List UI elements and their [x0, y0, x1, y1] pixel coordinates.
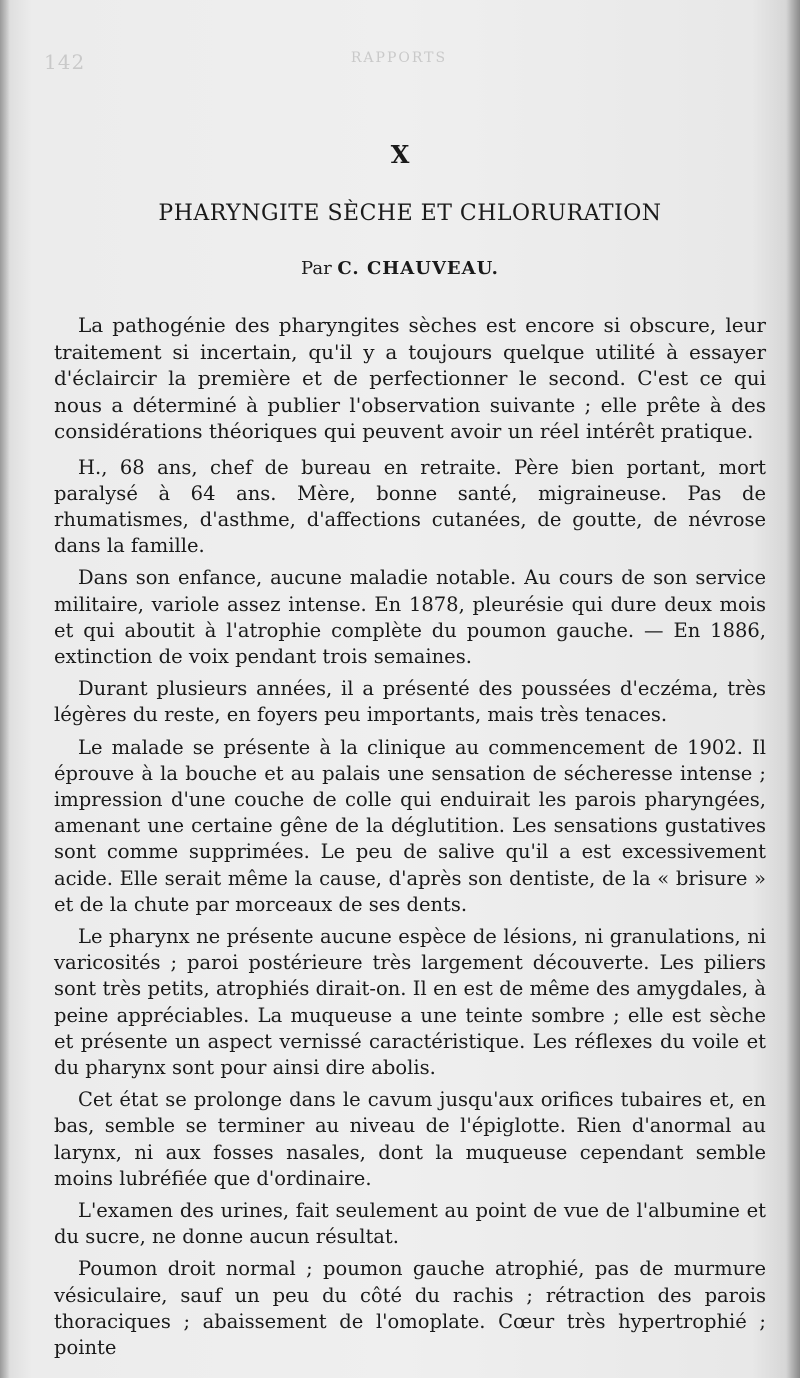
- paragraph: Le pharynx ne présente aucune espèce de lésions, ni granulations, ni varicosités ; paroi postérieure très largement découverte. Les piliers sont très petits, atrophiés dirait-on. Il en est de même des amygdales, à peine appréciables. La muqueuse a une teinte sombre ; elle est sèche et présente un aspect vernissé caractéristique. Les réflexes du voile et du pharynx sont pour ainsi dire abolis.: [54, 924, 766, 1079]
- article-body: [54, 312, 766, 1367]
- paragraph: La pathogénie des pharyngites sèches est encore si obscure, leur traitement si incertain, qu'il y a toujours quelque utilité à essayer d'éclaircir la première et de perfectionner le second. C'est ce qui nous a déterminé à publier l'observation suivante ; elle prête à des considérations théoriques qui peuvent avoir un réel intérêt pratique.: [54, 313, 766, 443]
- chapter-number: X: [390, 140, 410, 169]
- paragraph: Dans son enfance, aucune maladie notable. Au cours de son service militaire, variole assez intense. En 1878, pleurésie qui dure deux mois et qui aboutit à l'atrophie complète du poumon gauche. — En 1886, extinction de voix pendant trois semaines.: [54, 566, 766, 668]
- article-title: PHARYNGITE SÈCHE ET CHLORURATION: [158, 201, 662, 226]
- paragraph: Le malade se présente à la clinique au commencement de 1902. Il éprouve à la bouche et au palais une sensation de sécheresse intense ; impression d'une couche de colle qui enduirait les parois pharyngées, amenant une certaine gêne de la déglutition. Les sensations gustatives sont comme supprimées. Le peu de salive qu'il a est excessivement acide. Elle serait même la cause, d'après son dentiste, de la « brisure » et de la chute par morceaux de ses dents.: [54, 735, 766, 916]
- paragraph: Cet état se prolonge dans le cavum jusqu'aux orifices tubaires et, en bas, semble se terminer au niveau de l'épiglotte. Rien d'anormal au larynx, ni aux fosses nasales, dont la muqueuse cependant semble moins lubréfiée que d'ordinaire.: [54, 1088, 766, 1190]
- page-number: 142: [44, 50, 86, 74]
- author-line: [0, 258, 800, 279]
- paragraph: Durant plusieurs années, il a présenté des poussées d'eczéma, très légères du reste, en foyers peu importants, mais très tenaces.: [54, 677, 766, 727]
- paragraph: Poumon droit normal ; poumon gauche atrophié, pas de murmure vésiculaire, sauf un peu du côté du rachis ; rétraction des parois thoraciques ; abaissement de l'omoplate. Cœur très hypertrophié ; pointe: [54, 1257, 766, 1359]
- paragraph: H., 68 ans, chef de bureau en retraite. Père bien portant, mort paralysé à 64 ans. Mère, bonne santé, migraineuse. Pas de rhumatismes, d'asthme, d'affections cutanées, de goutte, de névrose dans la famille.: [54, 455, 766, 558]
- running-head-title: RAPPORTS: [350, 50, 448, 66]
- author-prefix: Par: [301, 258, 332, 279]
- paragraph: L'examen des urines, fait seulement au point de vue de l'albumine et du sucre, ne donne aucun résultat.: [54, 1198, 766, 1249]
- author-name: C. CHAUVEAU.: [337, 258, 499, 279]
